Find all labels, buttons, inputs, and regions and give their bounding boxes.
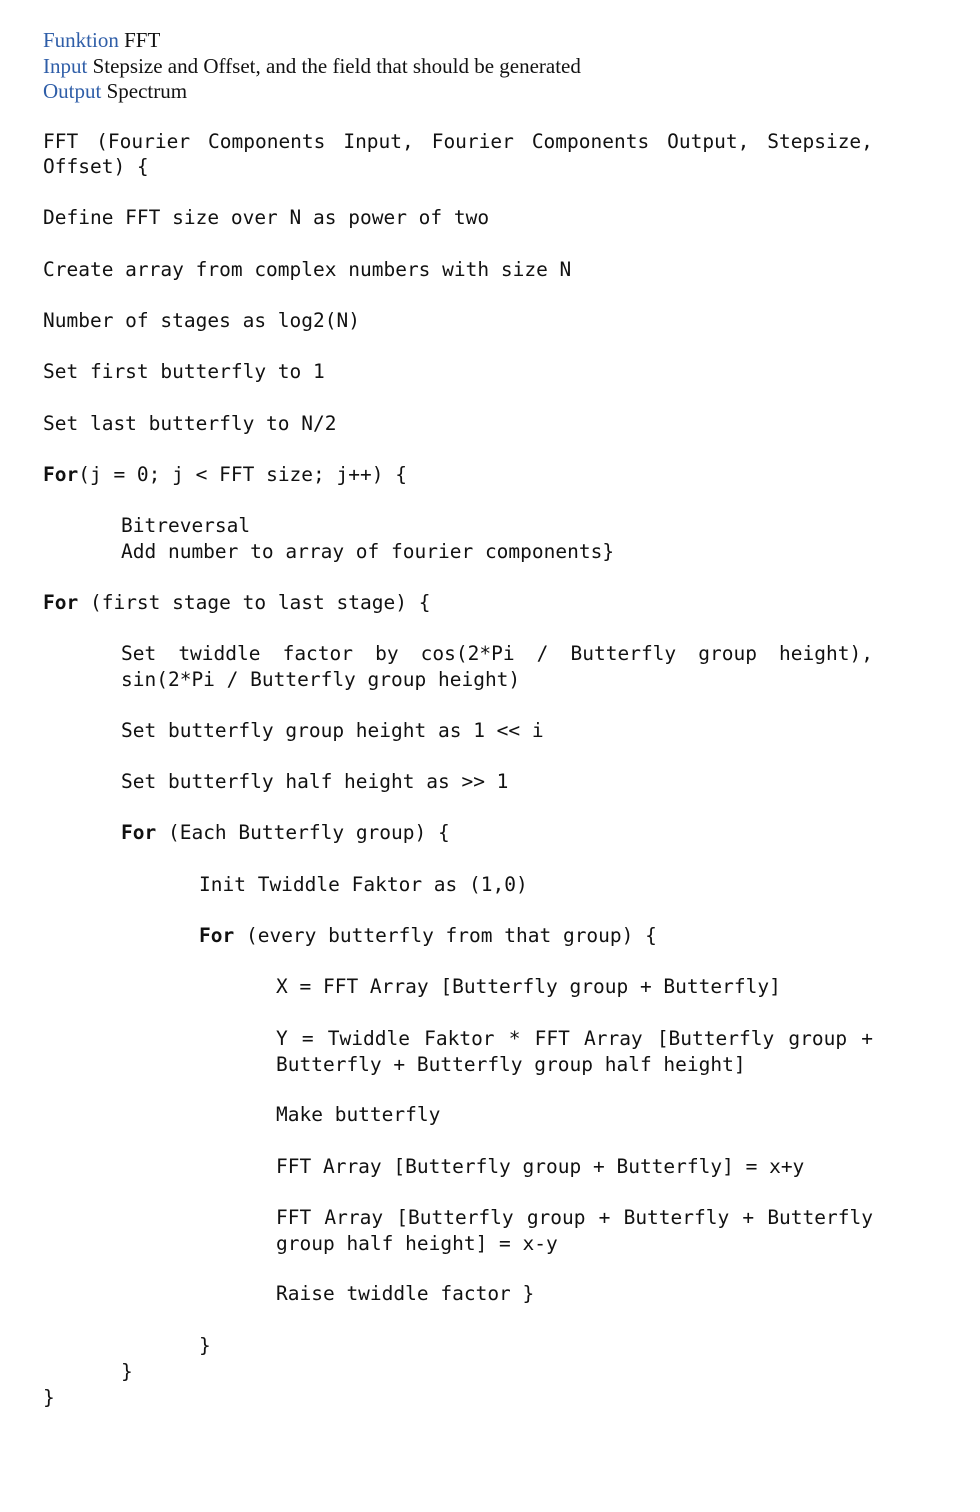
for-stage-rest: (first stage to last stage) { bbox=[78, 591, 431, 614]
twiddle-word: Butterfly bbox=[570, 642, 677, 665]
input-value: Stepsize and Offset, and the field that should be generated bbox=[92, 54, 581, 78]
diff-assign-word: + bbox=[598, 1206, 611, 1229]
twiddle-line-1 bbox=[121, 641, 873, 667]
y-assign-word: group bbox=[788, 1027, 848, 1050]
twiddle-word: / bbox=[536, 642, 549, 665]
y-assign-word: * bbox=[508, 1027, 521, 1050]
signature-word: Input, bbox=[343, 130, 414, 153]
output-value: Spectrum bbox=[106, 79, 188, 103]
add-number-line: Add number to array of fourier components} bbox=[121, 540, 615, 563]
y-assign-word: = bbox=[301, 1027, 314, 1050]
twiddle-word: factor bbox=[282, 642, 354, 665]
make-butterfly-line: Make butterfly bbox=[276, 1103, 441, 1126]
for-bitrev-line bbox=[43, 462, 407, 488]
y-assign-word: Array bbox=[583, 1027, 643, 1050]
output-line bbox=[43, 79, 187, 104]
for-keyword: For bbox=[121, 821, 157, 844]
twiddle-line-2: sin(2*Pi / Butterfly group height) bbox=[121, 668, 521, 691]
diff-assign-line-2: group half height] = x-y bbox=[276, 1232, 558, 1255]
output-label: Output bbox=[43, 79, 102, 103]
twiddle-word: Set bbox=[121, 642, 157, 665]
twiddle-word: twiddle bbox=[178, 642, 261, 665]
signature-word: FFT bbox=[43, 130, 79, 153]
close-brace-outer: } bbox=[43, 1386, 55, 1409]
input-label: Input bbox=[43, 54, 88, 78]
last-butterfly-line: Set last butterfly to N/2 bbox=[43, 412, 337, 435]
signature-word: Output, bbox=[667, 130, 750, 153]
for-keyword: For bbox=[199, 924, 235, 947]
function-label: Funktion bbox=[43, 28, 119, 52]
diff-assign-line-1 bbox=[276, 1205, 873, 1231]
diff-assign-word: Butterfly bbox=[767, 1206, 873, 1229]
twiddle-word: by bbox=[375, 642, 399, 665]
input-line bbox=[43, 54, 581, 79]
diff-assign-word: Array bbox=[324, 1206, 384, 1229]
y-assign-line-1 bbox=[276, 1026, 873, 1052]
bitreversal-line: Bitreversal bbox=[121, 514, 251, 537]
for-group-rest: (Each Butterfly group) { bbox=[156, 821, 450, 844]
twiddle-word: cos(2*Pi bbox=[420, 642, 515, 665]
diff-assign-word: Butterfly bbox=[623, 1206, 730, 1229]
for-keyword: For bbox=[43, 591, 79, 614]
twiddle-word: height), bbox=[779, 642, 873, 665]
y-assign-line-2: Butterfly + Butterfly group half height] bbox=[276, 1053, 746, 1076]
num-stages-line: Number of stages as log2(N) bbox=[43, 309, 360, 332]
diff-assign-word: [Butterfly bbox=[396, 1206, 514, 1229]
signature-word: (Fourier bbox=[96, 130, 191, 153]
diff-assign-word: FFT bbox=[276, 1206, 312, 1229]
raise-twiddle-line: Raise twiddle factor } bbox=[276, 1282, 535, 1305]
for-butterfly-rest: (every butterfly from that group) { bbox=[234, 924, 657, 947]
twiddle-word: group bbox=[698, 642, 757, 665]
first-butterfly-line: Set first butterfly to 1 bbox=[43, 360, 325, 383]
define-size-line: Define FFT size over N as power of two bbox=[43, 206, 490, 229]
signature-line-1 bbox=[43, 129, 873, 155]
diff-assign-word: + bbox=[742, 1206, 755, 1229]
close-brace-middle: } bbox=[121, 1360, 133, 1383]
y-assign-word: Faktor bbox=[424, 1027, 495, 1050]
y-assign-word: Twiddle bbox=[327, 1027, 410, 1050]
y-assign-word: [Butterfly bbox=[656, 1027, 775, 1050]
init-twiddle-line: Init Twiddle Faktor as (1,0) bbox=[199, 873, 528, 896]
create-array-line: Create array from complex numbers with size N bbox=[43, 258, 572, 281]
diff-assign-word: group bbox=[526, 1206, 586, 1229]
sum-assign-line: FFT Array [Butterfly group + Butterfly] = x+y bbox=[276, 1155, 805, 1178]
signature-line-2: Offset) { bbox=[43, 155, 149, 178]
group-height-line: Set butterfly group height as 1 << i bbox=[121, 719, 544, 742]
signature-word: Components bbox=[208, 130, 326, 153]
function-value: FFT bbox=[124, 28, 161, 52]
close-brace-inner: } bbox=[199, 1334, 211, 1357]
x-assign-line: X = FFT Array [Butterfly group + Butterfly] bbox=[276, 975, 781, 998]
signature-word: Components bbox=[531, 130, 650, 153]
signature-word: Stepsize, bbox=[767, 130, 873, 153]
half-height-line: Set butterfly half height as >> 1 bbox=[121, 770, 509, 793]
for-keyword: For bbox=[43, 463, 79, 486]
y-assign-word: Y bbox=[276, 1027, 288, 1050]
for-group-line bbox=[121, 820, 450, 846]
y-assign-word: + bbox=[861, 1027, 873, 1050]
for-stage-line bbox=[43, 590, 430, 616]
signature-word: Fourier bbox=[431, 130, 514, 153]
for-butterfly-line bbox=[199, 923, 657, 949]
function-line bbox=[43, 28, 160, 53]
for-bitrev-rest: (j = 0; j < FFT size; j++) { bbox=[78, 463, 407, 486]
y-assign-word: FFT bbox=[534, 1027, 570, 1050]
